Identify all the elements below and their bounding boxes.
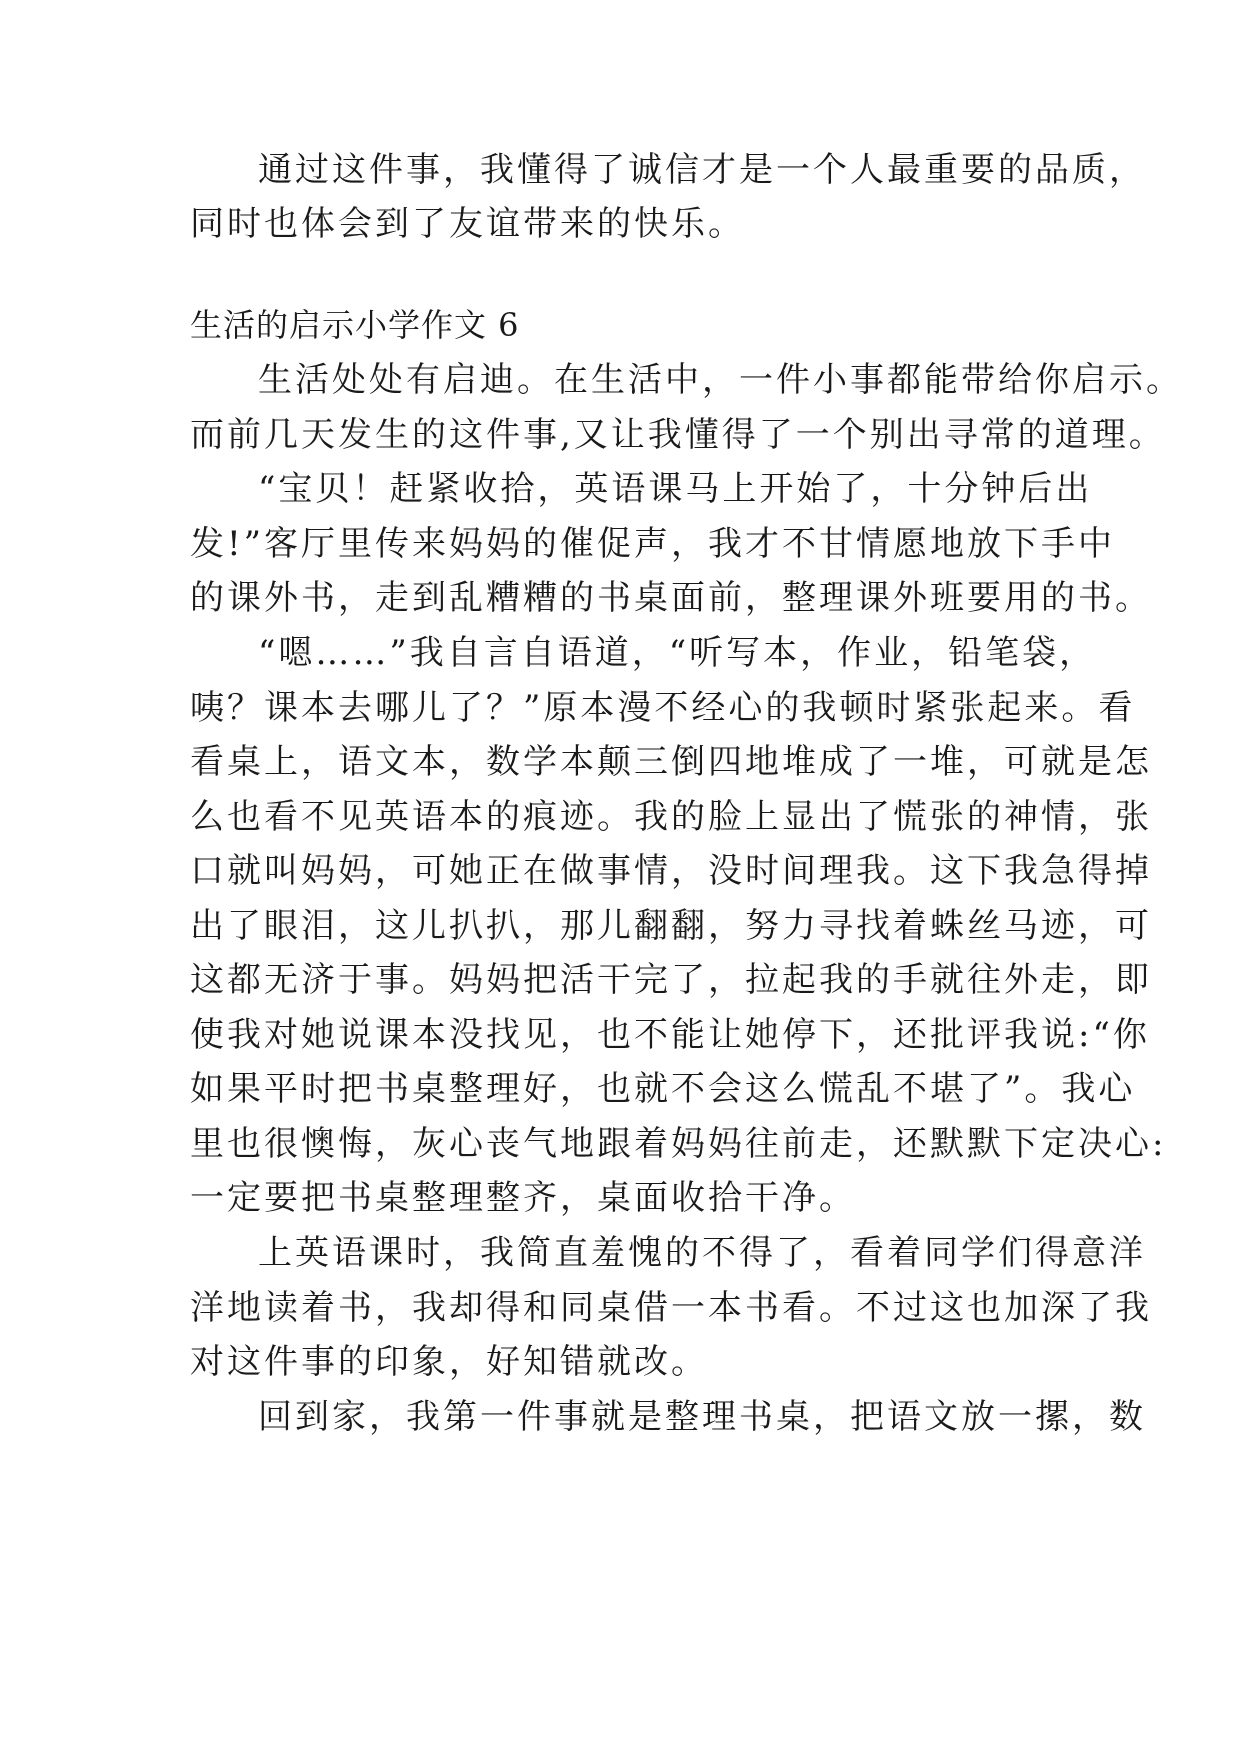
text-line: 口就叫妈妈，可她正在做事情，没时间理我。这下我急得掉: [190, 851, 1152, 891]
text-line: 出了眼泪，这儿扒扒，那儿翻翻，努力寻找着蛛丝马迹，可: [190, 906, 1152, 946]
text-line: 里也很懊悔，灰心丧气地跟着妈妈往前走，还默默下定决心:: [190, 1124, 1167, 1164]
text-line: 通过这件事，我懂得了诚信才是一个人最重要的品质，: [258, 150, 1146, 190]
text-line: 这都无济于事。妈妈把活干完了，拉起我的手就往外走，即: [190, 960, 1152, 1000]
text-line: 使我对她说课本没找见，也不能让她停下，还批评我说:“你: [190, 1015, 1150, 1055]
essay-heading: 生活的启示小学作文 6: [190, 306, 520, 344]
text-line: 同时也体会到了友谊带来的快乐。: [190, 204, 745, 244]
text-line: 而前几天发生的这件事,又让我懂得了一个别出寻常的道理。: [190, 415, 1166, 455]
text-line: 上英语课时，我简直羞愧的不得了，看着同学们得意洋: [258, 1233, 1146, 1273]
text-line: 回到家，我第一件事就是整理书桌，把语文放一摞，数: [258, 1397, 1146, 1437]
text-line: 看桌上，语文本，数学本颠三倒四地堆成了一堆，可就是怎: [190, 742, 1152, 782]
text-line: 对这件事的印象，好知错就改。: [190, 1342, 708, 1382]
text-line: “宝贝！赶紧收拾，英语课马上开始了，十分钟后出: [258, 469, 1093, 509]
text-line: 么也看不见英语本的痕迹。我的脸上显出了慌张的神情，张: [190, 797, 1152, 837]
text-line: 洋地读着书，我却得和同桌借一本书看。不过这也加深了我: [190, 1288, 1152, 1328]
text-line: 如果平时把书桌整理好，也就不会这么慌乱不堪了”。我心: [190, 1069, 1136, 1109]
text-line: 咦？课本去哪儿了？”原本漫不经心的我顿时紧张起来。看: [190, 688, 1136, 728]
text-line: “嗯……”我自言自语道，“听写本，作业，铅笔袋，: [258, 633, 1097, 673]
text-line: 一定要把书桌整理整齐，桌面收拾干净。: [190, 1178, 856, 1218]
text-line: 发!”客厅里传来妈妈的催促声，我才不甘情愿地放下手中: [190, 524, 1116, 564]
text-line: 生活处处有启迪。在生活中，一件小事都能带给你启示。: [258, 360, 1183, 400]
text-line: 的课外书，走到乱糟糟的书桌面前，整理课外班要用的书。: [190, 578, 1152, 618]
